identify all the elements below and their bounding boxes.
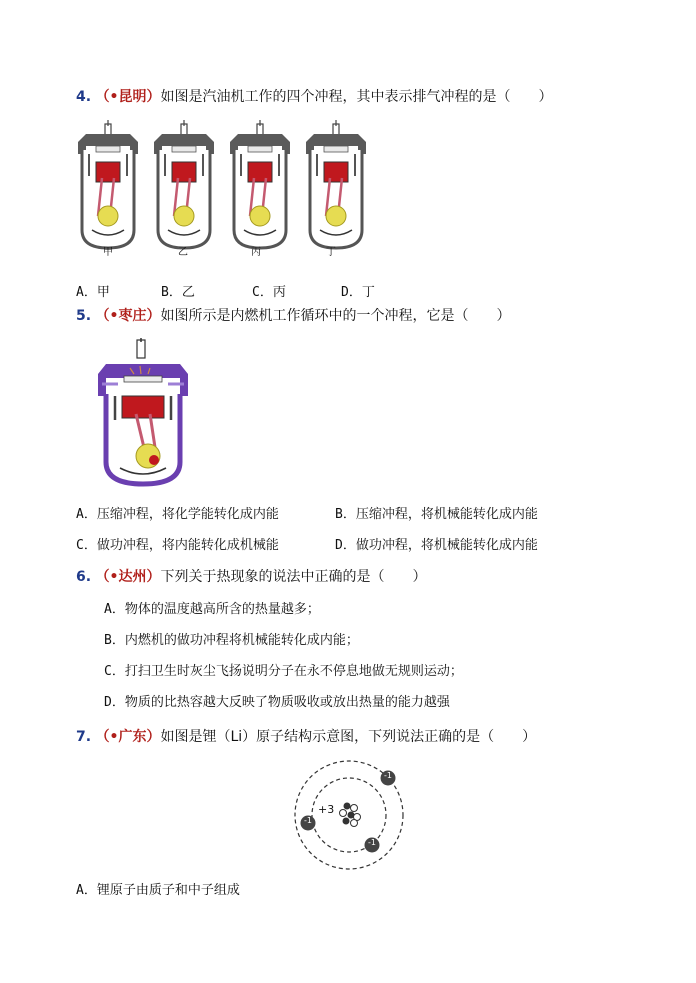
question-source: （•广东） [95,729,161,745]
question-6-line [76,568,426,586]
question-text: 如图所示是内燃机工作循环中的一个冲程，它是（ ） [160,308,511,324]
electron-label: -1 [384,771,392,780]
engine-strokes-figure [70,120,380,260]
electron-label: -1 [368,838,376,847]
question-text: 如图是锂（Li）原子结构示意图，下列说法正确的是（ ） [160,729,537,745]
question-number: 5. [76,308,92,324]
q4-option-b: B．乙 [161,285,195,300]
electron-label: -1 [304,816,312,825]
q7-option-a: A．锂原子由质子和中子组成 [76,883,240,898]
lithium-atom-diagram [287,759,415,871]
question-number: 7. [76,729,92,745]
engine-caption-ding: 丁 [326,247,336,258]
q5-option-c: C．做功冲程，将内能转化成机械能 [76,538,279,553]
question-number: 6. [76,569,92,585]
engine-caption-yi: 乙 [178,247,188,258]
q4-option-c: C．丙 [252,285,286,300]
q4-option-d: D．丁 [341,285,375,300]
q6-option-c: C．打扫卫生时灰尘飞扬说明分子在永不停息地做无规则运动； [104,664,463,679]
engine-caption-jia: 甲 [103,247,113,258]
q5-option-a: A．压缩冲程，将化学能转化成内能 [76,507,279,522]
q4-option-a: A．甲 [76,285,110,300]
q5-option-d: D．做功冲程，将机械能转化成内能 [335,538,538,553]
question-5-line [76,307,510,325]
q6-option-b: B．内燃机的做功冲程将机械能转化成内能； [104,633,359,648]
question-text: 如图是汽油机工作的四个冲程，其中表示排气冲程的是（ ） [160,89,553,105]
question-4-line [76,88,552,106]
question-source: （•达州） [95,569,161,585]
question-7-line [76,728,536,746]
question-source: （•枣庄） [95,308,161,324]
question-text: 下列关于热现象的说法中正确的是（ ） [160,569,427,585]
question-source: （•昆明） [95,89,161,105]
nucleus [340,803,361,827]
question-number: 4. [76,89,92,105]
q6-option-a: A．物体的温度越高所含的热量越多； [104,602,320,617]
q6-option-d: D．物质的比热容越大反映了物质吸收或放出热量的能力越强 [104,695,450,710]
nucleus-charge-label: +3 [318,803,335,816]
engine-caption-bing: 丙 [251,247,261,258]
engine-stroke-figure [96,338,190,488]
q5-option-b: B．压缩冲程，将机械能转化成内能 [335,507,538,522]
